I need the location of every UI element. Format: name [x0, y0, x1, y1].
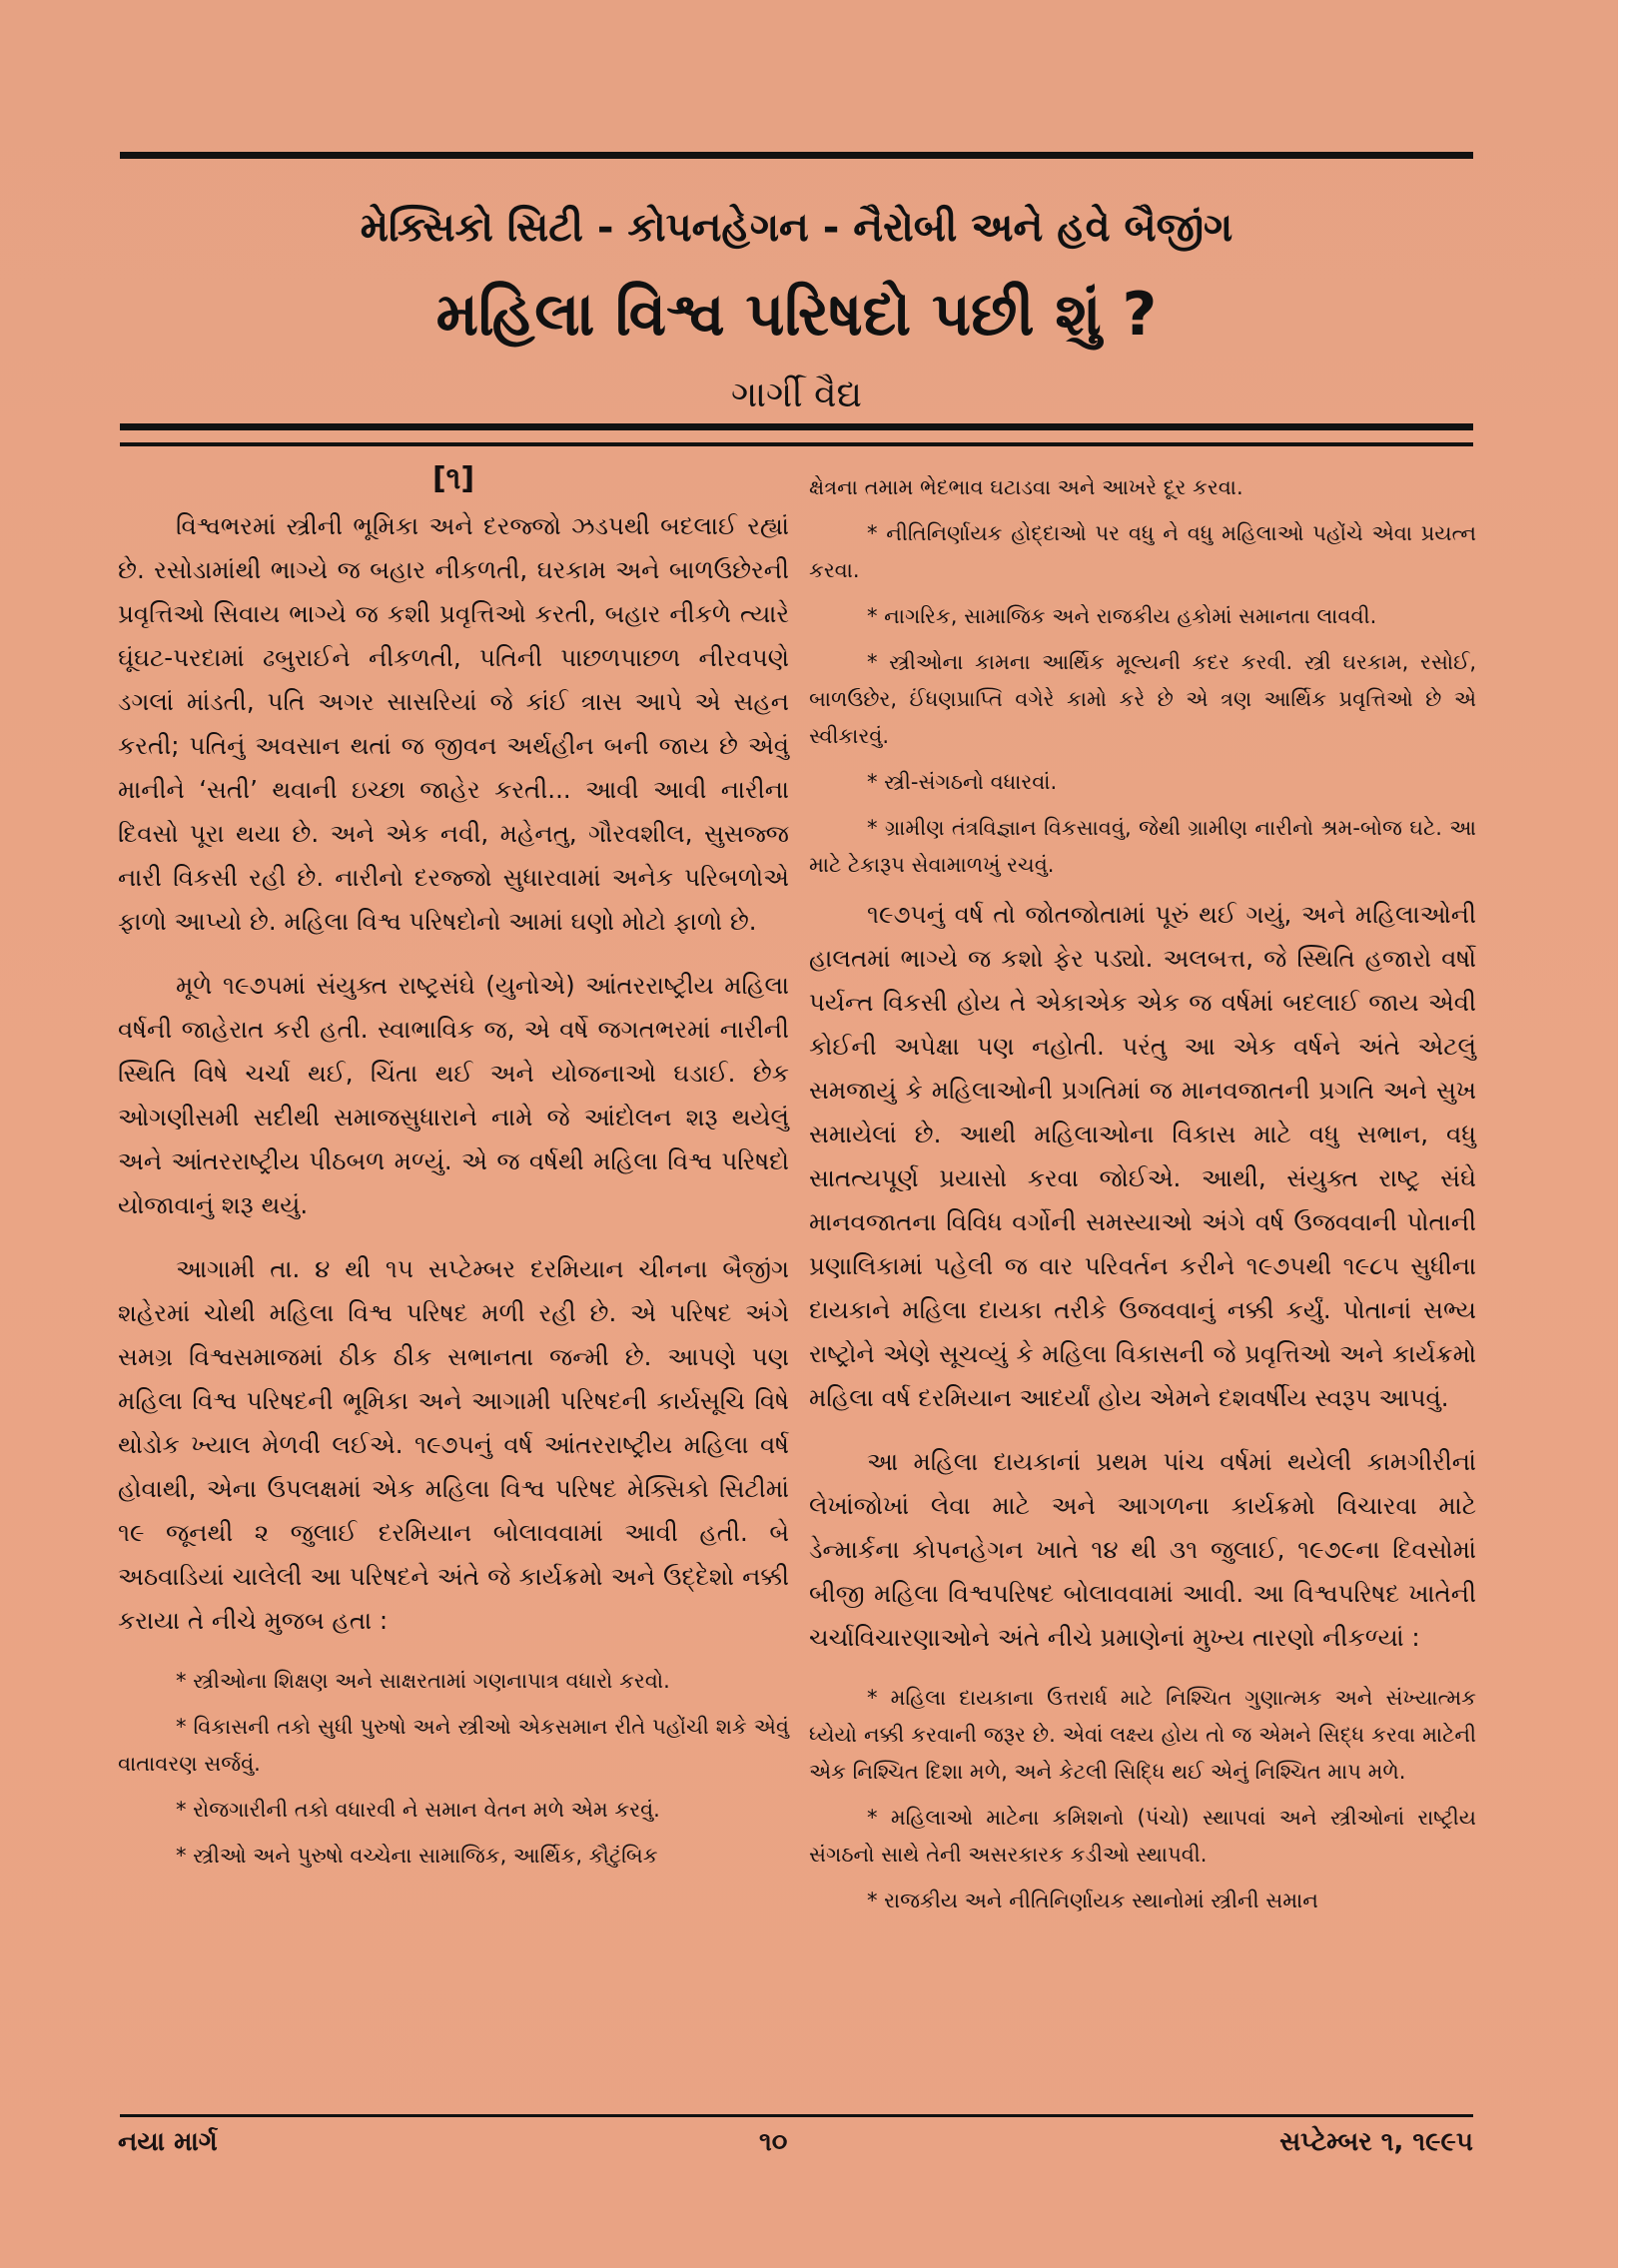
header-rule-thick [120, 423, 1473, 430]
bullet-item: * રોજગારીની તકો વધારવી ને સમાન વેતન મળે એમ કરવું. [176, 1798, 660, 1822]
article-author: ગાર્ગી વૈદ્ય [730, 375, 863, 415]
bullet-item: * ગ્રામીણ તંત્રવિજ્ઞાન વિકસાવવું, જેથી ગ્રામીણ નારીનો શ્રમ-બોજ ઘટે. આ માટે ટેકારૂપ સેવામાળખું રચવું. [809, 816, 1476, 877]
article-title: મહિલા વિશ્વ પરિષદો પછી શું ? [435, 280, 1158, 350]
bullet-item: * મહિલાઓ માટેના કમિશનો (પંચો) સ્થાપવાં અને સ્ત્રીઓનાં રાષ્ટ્રીય સંગઠનો સાથે તેની અસરકારક કડીઓ સ્થાપવી. [809, 1806, 1476, 1867]
bullet-item: * નાગરિક, સામાજિક અને રાજકીય હકોમાં સમાનતા લાવવી. [867, 604, 1377, 628]
bullet-item: * વિકાસની તકો સુધી પુરુષો અને સ્ત્રીઓ એકસમાન રીતે પહોંચી શકે એવું વાતાવરણ સર્જવું. [118, 1715, 789, 1776]
bullet-continuation: ક્ષેત્રના તમામ ભેદભાવ ઘટાડવા અને આખરે દૂર કરવા. [809, 475, 1243, 499]
bullet-item: * સ્ત્રીઓના કામના આર્થિક મૂલ્યની કદર કરવી. સ્ત્રી ઘરકામ, રસોઈ, બાળઉછેર, ઈંધણપ્રાપ્તિ વગેરે કામો કરે છે એ ત્રણ આર્થિક પ્રવૃત્તિઓ છે એ સ્વીકારવું. [809, 650, 1476, 748]
bullet-item: * નીતિનિર્ણાયક હોદ્દાઓ પર વધુ ને વધુ મહિલાઓ પહોંચે એવા પ્રયત્ન કરવા. [809, 521, 1476, 582]
right-column [809, 469, 1476, 1928]
bullet-item: * મહિલા દાયકાના ઉત્તરાર્ધ માટે નિશ્ચિત ગુણાત્મક અને સંખ્યાત્મક ધ્યેયો નક્કી કરવાની જરૂર છે. એવાં લક્ષ્ય હોય તો જ એમને સિદ્ધ કરવા માટેની એક નિશ્ચિત દિશા મળે, અને કેટલી સિદ્ધિ થઈ એનું નિશ્ચિત માપ મળે. [809, 1686, 1476, 1784]
bullet-item: * સ્ત્રી-સંગઠનો વધારવાં. [867, 770, 1058, 794]
section-number: [૧] [431, 461, 475, 496]
article-kicker: મેક્સિકો સિટી - કોપનહેગન - નૈરોબી અને હવે બૈજીંગ [360, 205, 1233, 251]
bullet-item: * સ્ત્રીઓના શિક્ષણ અને સાક્ષરતામાં ગણનાપાત્ર વધારો કરવો. [176, 1669, 670, 1693]
bullet-item: * રાજકીય અને નીતિનિર્ણાયક સ્થાનોમાં સ્ત્રીની સમાન [867, 1889, 1318, 1912]
footer-publication: નયા માર્ગ [118, 2127, 218, 2157]
header-rule-thin [120, 442, 1473, 446]
bullet-item: * સ્ત્રીઓ અને પુરુષો વચ્ચેના સામાજિક, આર્થિક, કૌટુંબિક [176, 1844, 658, 1868]
body-paragraph: આ મહિલા દાયકાનાં પ્રથમ પાંચ વર્ષમાં થયેલી કામગીરીનાં લેખાંજોખાં લેવા માટે અને આગળના કાર્યક્રમો વિચારવા માટે ડેન્માર્કના કોપનહેગન ખાતે ૧૪ થી ૩૧ જુલાઈ, ૧૯૭૯ના દિવસોમાં બીજી મહિલા વિશ્વપરિષદ બોલાવવામાં આવી. આ વિશ્વપરિષદ ખાતેની ચર્ચાવિચારણાઓને અંતે નીચે પ્રમાણેનાં મુખ્ય તારણો નીકળ્યાં : [809, 1447, 1476, 1652]
footer-page-number: ૧૦ [759, 2127, 788, 2157]
body-paragraph: આગામી તા. ૪ થી ૧૫ સપ્ટેમ્બર દરમિયાન ચીનના બૈજીંગ શહેરમાં ચોથી મહિલા વિશ્વ પરિષદ મળી રહી છે. એ પરિષદ અંગે સમગ્ર વિશ્વસમાજમાં ઠીક ઠીક સભાનતા જન્મી છે. આપણે પણ મહિલા વિશ્વ પરિષદની ભૂમિકા અને આગામી પરિષદની કાર્યસૂચિ વિષે થોડોક ખ્યાલ મેળવી લઈએ. ૧૯૭૫નું વર્ષ આંતરરાષ્ટ્રીય મહિલા વર્ષ હોવાથી, એના ઉપલક્ષમાં એક મહિલા વિશ્વ પરિષદ મેક્સિકો સિટીમાં ૧૯ જૂનથી ૨ જુલાઈ દરમિયાન બોલાવવામાં આવી હતી. બે અઠવાડિયાં ચાલેલી આ પરિષદને અંતે જે કાર્યક્રમો અને ઉદ્દેશો નક્કી કરાયા તે નીચે મુજબ હતા : [118, 1254, 789, 1635]
body-paragraph: વિશ્વભરમાં સ્ત્રીની ભૂમિકા અને દરજ્જો ઝડપથી બદલાઈ રહ્યાં છે. રસોડામાંથી ભાગ્યે જ બહાર નીકળતી, ઘરકામ અને બાળઉછેરની પ્રવૃત્તિઓ સિવાય ભાગ્યે જ કશી પ્રવૃત્તિઓ કરતી, બહાર નીકળે ત્યારે ઘૂંઘટ-પરદામાં ઢબુરાઈને નીકળતી, પતિની પાછળપાછળ નીરવપણે ડગલાં માંડતી, પતિ અગર સાસરિયાં જે કાંઈ ત્રાસ આપે એ સહન કરતી; પતિનું અવસાન થતાં જ જીવન અર્થહીન બની જાય છે એવું માનીને ‘સતી’ થવાની ઇચ્છા જાહેર કરતી... આવી આવી નારીના દિવસો પૂરા થયા છે. અને એક નવી, મહેનતુ, ગૌરવશીલ, સુસજ્જ નારી વિકસી રહી છે. નારીનો દરજ્જો સુધારવામાં અનેક પરિબળોએ ફાળો આપ્યો છે. મહિલા વિશ્વ પરિષદોનો આમાં ઘણો મોટો ફાળો છે. [118, 511, 789, 936]
footer-rule [120, 2114, 1473, 2117]
top-rule [120, 152, 1473, 159]
body-paragraph: ૧૯૭૫નું વર્ષ તો જોતજોતામાં પૂરું થઈ ગયું, અને મહિલાઓની હાલતમાં ભાગ્યે જ કશો ફેર પડ્યો. અલબત્ત, જે સ્થિતિ હજારો વર્ષો પર્યન્ત વિકસી હોય તે એકાએક એક જ વર્ષમાં બદલાઈ જાય એવી કોઈની અપેક્ષા પણ નહોતી. પરંતુ આ એક વર્ષને અંતે એટલું સમજાયું કે મહિલાઓની પ્રગતિમાં જ માનવજાતની પ્રગતિ અને સુખ સમાયેલાં છે. આથી મહિલાઓના વિકાસ માટે વધુ સભાન, વધુ સાતત્યપૂર્ણ પ્રયાસો કરવા જોઈએ. આથી, સંયુક્ત રાષ્ટ્ર સંઘે માનવજાતના વિવિધ વર્ગોની સમસ્યાઓ અંગે વર્ષ ઉજવવાની પોતાની પ્રણાલિકામાં પહેલી જ વાર પરિવર્તન કરીને ૧૯૭૫થી ૧૯૮૫ સુધીના દાયકાને મહિલા દાયકા તરીકે ઉજવવાનું નક્કી કર્યું. પોતાનાં સભ્ય રાષ્ટ્રોને એણે સૂચવ્યું કે મહિલા વિકાસની જે પ્રવૃત્તિઓ અને કાર્યક્રમો મહિલા વર્ષ દરમિયાન આદર્યાં હોય એમને દશવર્ષીય સ્વરૂપ આપવું. [809, 900, 1476, 1412]
footer-date: સપ્ટેમ્બર ૧, ૧૯૯૫ [1279, 2127, 1473, 2157]
body-paragraph: મૂળે ૧૯૭૫માં સંયુક્ત રાષ્ટ્રસંઘે (યુનોએ) આંતરરાષ્ટ્રીય મહિલા વર્ષની જાહેરાત કરી હતી. સ્વાભાવિક જ, એ વર્ષે જગતભરમાં નારીની સ્થિતિ વિષે ચર્ચા થઈ, ચિંતા થઈ અને યોજનાઓ ઘડાઈ. છેક ઓગણીસમી સદીથી સમાજસુધારાને નામે જે આંદોલન શરૂ થયેલું અને આંતરરાષ્ટ્રીય પીઠબળ મળ્યું. એ જ વર્ષથી મહિલા વિશ્વ પરિષદો યોજાવાનું શરૂ થયું. [118, 971, 789, 1219]
left-column [118, 461, 789, 1884]
